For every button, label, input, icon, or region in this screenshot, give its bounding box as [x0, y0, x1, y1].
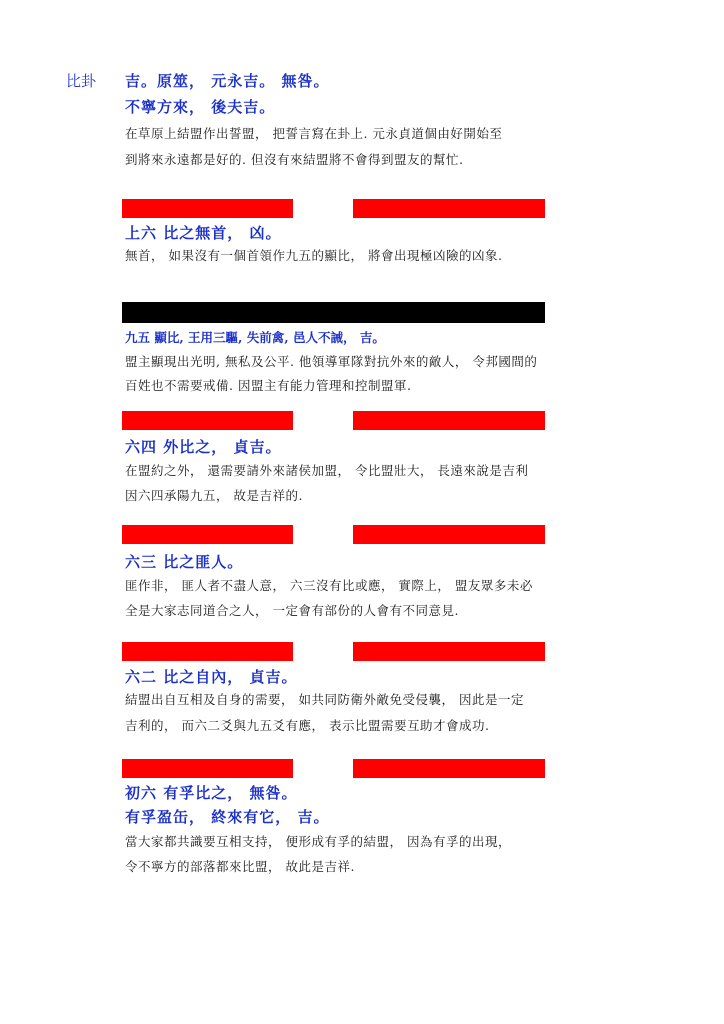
line-heading: 六四 外比之， 貞吉。 [125, 438, 282, 456]
yin-line-left [122, 759, 293, 778]
line-text: 令不寧方的部落都來比盟， 故此是吉祥. [125, 859, 355, 874]
yin-line-right [353, 759, 545, 778]
yin-line-right [353, 642, 545, 661]
line-text: 全是大家志同道合之人， 一定會有部份的人會有不同意見. [125, 603, 459, 618]
line-text: 匪作非， 匪人者不盡人意， 六三沒有比或應， 實際上， 盟友眾多未必 [125, 578, 533, 593]
line-heading: 九五 顯比, 王用三驅, 失前禽, 邑人不誡， 吉。 [125, 330, 385, 345]
yin-line-left [122, 642, 293, 661]
yin-line-right [353, 525, 545, 544]
yin-line-right [353, 199, 545, 218]
line-text: 百姓也不需要戒備. 因盟主有能力管理和控制盟軍. [125, 378, 412, 393]
line-heading-2: 有孚盈缶， 終來有它， 吉。 [125, 808, 330, 826]
line-text: 無首， 如果沒有一個首領作九五的顯比， 將會出現極凶險的凶象. [125, 248, 503, 263]
line-text: 因六四承陽九五， 故是吉祥的. [125, 488, 303, 503]
line-text: 結盟出自互相及自身的需要， 如共同防衛外敵免受侵襲， 因此是一定 [125, 692, 524, 707]
line-heading: 六二 比之自內， 貞吉。 [125, 668, 298, 686]
judgment-heading-2: 不寧方來， 後夫吉。 [125, 98, 276, 116]
yang-line [122, 302, 545, 323]
judgment-text: 到將來永遠都是好的. 但沒有來結盟將不會得到盟友的幫忙. [125, 152, 464, 167]
hexagram-title: 比卦 [66, 72, 97, 90]
line-text: 盟主顯現出光明, 無私及公平. 他領導軍隊對抗外來的敵人， 令邦國間的 [125, 354, 538, 369]
line-heading: 初六 有孚比之， 無咎。 [125, 784, 298, 802]
line-text: 吉利的， 而六二爻與九五爻有應， 表示比盟需要互助才會成功. [125, 718, 490, 733]
line-heading: 六三 比之匪人。 [125, 553, 244, 571]
yin-line-left [122, 411, 293, 430]
yin-line-left [122, 525, 293, 544]
yin-line-right [353, 411, 545, 430]
line-text: 當大家都共識要互相支持， 便形成有孚的結盟， 因為有孚的出現， [125, 834, 511, 849]
line-text: 在盟約之外， 還需要請外來諸侯加盟， 令比盟壯大， 長遠來說是吉利 [125, 463, 529, 478]
judgment-heading: 吉。原筮， 元永吉。 無咎。 [125, 72, 330, 90]
yin-line-left [122, 199, 293, 218]
judgment-text: 在草原上結盟作出誓盟， 把誓言寫在卦上. 元永貞道個由好開始至 [125, 126, 503, 141]
line-heading: 上六 比之無首， 凶。 [125, 224, 282, 242]
